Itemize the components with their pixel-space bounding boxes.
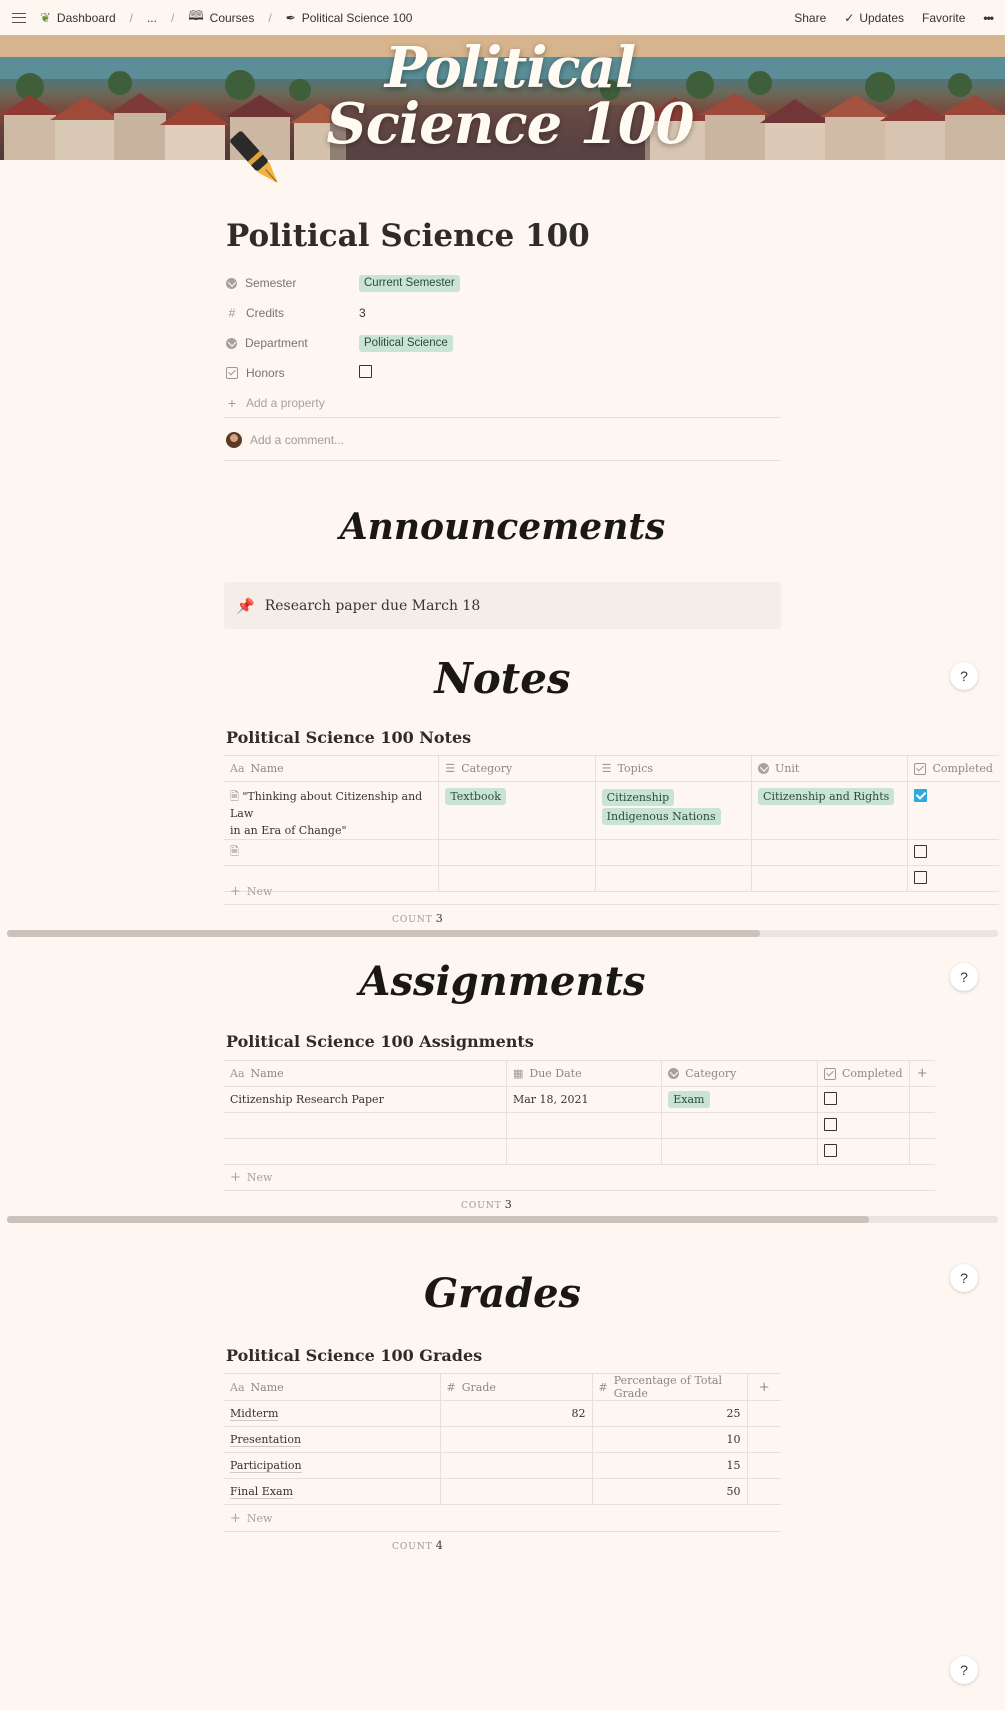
fountain-pen-icon[interactable] — [222, 125, 292, 195]
grades-table — [224, 1373, 781, 1505]
row-count[interactable] — [392, 912, 443, 925]
unit-tag: Citizenship and Rights — [758, 788, 894, 805]
cell-unit[interactable] — [752, 866, 908, 892]
row-title-continued: in an Era of Change" — [230, 824, 347, 837]
page-icon: 🗎 — [230, 845, 239, 858]
number-property-icon: # — [598, 1380, 608, 1394]
cell-empty — [909, 1113, 935, 1139]
table-row[interactable] — [224, 1401, 781, 1427]
table-row[interactable] — [224, 1087, 935, 1113]
topic-tag: Citizenship — [602, 789, 675, 806]
column-header-completed[interactable] — [817, 1061, 909, 1087]
cell-unit[interactable] — [752, 840, 908, 866]
cell-category[interactable] — [439, 866, 595, 892]
department-tag[interactable]: Political Science — [359, 335, 453, 352]
top-bar — [0, 0, 1005, 35]
count-label: COUNT — [392, 915, 433, 925]
table-row[interactable] — [224, 866, 999, 892]
property-department[interactable] — [226, 328, 781, 358]
cell-name[interactable] — [224, 1401, 440, 1427]
table-row[interactable] — [224, 1453, 781, 1479]
cell-completed[interactable] — [817, 1087, 909, 1113]
cell-due-date[interactable]: Mar 18, 2021 — [506, 1087, 661, 1113]
cell-grade[interactable] — [440, 1479, 592, 1505]
add-column-button[interactable] — [909, 1061, 935, 1087]
cell-due-date[interactable] — [506, 1113, 661, 1139]
text-property-icon: Aa — [230, 1380, 245, 1394]
page-icon: 🗎 — [230, 790, 239, 803]
property-credits[interactable] — [226, 298, 781, 328]
plus-icon: + — [916, 1066, 928, 1081]
announcement-callout[interactable] — [224, 582, 781, 629]
cell-unit[interactable] — [752, 782, 908, 840]
row-count[interactable] — [461, 1198, 512, 1211]
help-button[interactable]: ? — [950, 1656, 978, 1684]
number-property-icon: # — [228, 306, 236, 320]
divider — [224, 1531, 781, 1532]
cell-percentage[interactable]: 10 — [592, 1427, 747, 1453]
grades-heading: Grades — [423, 1270, 582, 1317]
column-label: Unit — [775, 762, 800, 775]
column-label: Category — [461, 762, 513, 775]
new-label: New — [246, 1171, 273, 1184]
new-row-button[interactable] — [230, 1170, 272, 1185]
help-button[interactable]: ? — [950, 662, 978, 690]
checkbox-property-icon — [914, 763, 926, 775]
completed-checkbox[interactable] — [914, 845, 927, 858]
add-property-button[interactable] — [226, 388, 781, 418]
cell-completed[interactable] — [908, 782, 999, 840]
table-row[interactable] — [224, 840, 999, 866]
cell-name[interactable] — [224, 1139, 506, 1165]
property-semester[interactable] — [226, 268, 781, 298]
row-count[interactable] — [392, 1539, 443, 1552]
text-property-icon: Aa — [230, 1067, 245, 1080]
cell-name[interactable]: Citizenship Research Paper — [224, 1087, 506, 1113]
completed-checkbox[interactable] — [914, 871, 927, 884]
column-header-name[interactable] — [224, 756, 439, 782]
cell-category[interactable] — [662, 1087, 818, 1113]
add-property-label: Add a property — [246, 396, 325, 410]
notes-database-title[interactable]: Political Science 100 Notes — [226, 728, 472, 747]
add-column-button[interactable] — [747, 1374, 781, 1401]
updates-label: Updates — [859, 10, 905, 25]
share-button[interactable]: Share — [794, 10, 827, 25]
completed-checkbox[interactable] — [824, 1118, 837, 1131]
check-icon: ✓ — [844, 10, 855, 25]
column-label: Due Date — [529, 1067, 582, 1080]
category-tag: Exam — [668, 1091, 709, 1108]
properties-panel — [226, 268, 781, 418]
column-header-category[interactable] — [662, 1061, 818, 1087]
category-tag: Textbook — [445, 788, 506, 805]
property-honors[interactable] — [226, 358, 781, 388]
text-property-icon: Aa — [230, 762, 245, 775]
help-button[interactable]: ? — [950, 1264, 978, 1292]
cell-empty — [747, 1453, 781, 1479]
column-label: Completed — [841, 1067, 903, 1080]
completed-checkbox[interactable] — [914, 789, 927, 802]
table-row[interactable] — [224, 1479, 781, 1505]
cell-grade[interactable] — [440, 1453, 592, 1479]
column-label: Category — [685, 1067, 737, 1080]
cell-category[interactable] — [439, 782, 595, 840]
cell-percentage[interactable]: 25 — [592, 1401, 747, 1427]
divider — [224, 904, 999, 905]
breadcrumb — [40, 7, 412, 29]
multi-select-icon: ☰ — [445, 762, 456, 775]
breadcrumb-separator: / — [268, 10, 272, 25]
honors-checkbox[interactable] — [359, 365, 372, 378]
comment-placeholder: Add a comment... — [250, 433, 345, 447]
cell-name[interactable] — [224, 1427, 440, 1453]
column-header-category[interactable] — [439, 756, 595, 782]
row-title: Participation — [230, 1459, 302, 1472]
row-title: Presentation — [230, 1433, 302, 1446]
count-label: COUNT — [461, 1201, 502, 1211]
plus-icon: + — [227, 395, 237, 411]
cell-completed[interactable] — [817, 1113, 909, 1139]
cell-empty — [747, 1427, 781, 1453]
assignments-heading: Assignments — [359, 958, 646, 1005]
page-title[interactable]: Political Science 100 — [226, 218, 590, 254]
book-icon: 🕮 — [188, 7, 204, 23]
breadcrumb-dashboard[interactable]: Dashboard — [56, 10, 116, 25]
column-header-due-date[interactable] — [506, 1061, 661, 1087]
calendar-icon: ▦ — [512, 1067, 524, 1080]
breadcrumb-separator: / — [129, 10, 133, 25]
cell-percentage[interactable]: 15 — [592, 1453, 747, 1479]
property-name: Department — [245, 336, 308, 350]
column-label: Name — [250, 1380, 284, 1394]
divider — [224, 417, 781, 418]
breadcrumb-separator: / — [170, 10, 175, 25]
cell-category[interactable] — [662, 1113, 818, 1139]
column-header-topics[interactable] — [595, 756, 751, 782]
help-button[interactable]: ? — [950, 963, 978, 991]
cell-name[interactable] — [224, 1479, 440, 1505]
completed-checkbox[interactable] — [824, 1092, 837, 1105]
cell-due-date[interactable] — [506, 1139, 661, 1165]
column-label: Topics — [617, 762, 654, 775]
cell-completed[interactable] — [908, 840, 999, 866]
plus-icon: + — [230, 884, 241, 899]
completed-checkbox[interactable] — [824, 1144, 837, 1157]
favorite-button[interactable]: Favorite — [922, 10, 966, 25]
breadcrumb-ellipsis[interactable]: ... — [146, 10, 157, 25]
plus-icon: + — [758, 1379, 770, 1395]
updates-button[interactable] — [844, 11, 904, 25]
divider — [224, 460, 781, 461]
table-row[interactable] — [224, 1139, 935, 1165]
scrollbar-thumb[interactable] — [7, 1216, 869, 1223]
column-label: Percentage of Total Grade — [613, 1374, 722, 1400]
cell-name[interactable] — [224, 1113, 506, 1139]
property-name: Honors — [246, 366, 285, 380]
comment-input[interactable] — [226, 432, 344, 448]
notes-heading: Notes — [434, 654, 571, 703]
topic-tag: Indigenous Nations — [602, 808, 721, 825]
cell-completed[interactable] — [908, 866, 999, 892]
plus-icon: + — [230, 1511, 241, 1526]
checkbox-property-icon — [226, 367, 238, 379]
cover-title-text — [320, 35, 700, 157]
new-label: New — [246, 885, 273, 898]
checkbox-property-icon — [824, 1068, 836, 1080]
count-label: COUNT — [392, 1542, 433, 1552]
multi-select-icon: ☰ — [601, 762, 612, 775]
column-header-name[interactable] — [224, 1374, 440, 1401]
column-label: Grade — [461, 1380, 496, 1394]
count-value: 3 — [435, 912, 443, 925]
divider — [224, 1190, 935, 1191]
property-name: Credits — [246, 306, 285, 320]
announcement-text: Research paper due March 18 — [264, 597, 481, 614]
pen-icon: ✒ — [285, 10, 296, 25]
cell-topics[interactable] — [595, 840, 751, 866]
cell-category[interactable] — [662, 1139, 818, 1165]
credits-value[interactable]: 3 — [359, 306, 366, 320]
menu-icon[interactable] — [12, 13, 26, 23]
breadcrumb-courses[interactable]: Courses — [209, 10, 255, 25]
column-header-grade[interactable] — [440, 1374, 592, 1401]
cell-empty — [747, 1401, 781, 1427]
cover-image — [0, 35, 1005, 160]
assignments-table — [224, 1060, 935, 1165]
column-header-name[interactable] — [224, 1061, 506, 1087]
assignments-database-title[interactable]: Political Science 100 Assignments — [226, 1032, 534, 1051]
column-header-unit[interactable] — [752, 756, 908, 782]
select-property-icon — [226, 338, 237, 349]
notes-table — [224, 755, 999, 892]
table-row[interactable] — [224, 1427, 781, 1453]
cell-grade[interactable]: 82 — [440, 1401, 592, 1427]
column-header-completed[interactable] — [908, 756, 999, 782]
cell-topics[interactable] — [595, 866, 751, 892]
cell-name[interactable] — [224, 840, 439, 866]
breadcrumb-current-page[interactable]: Political Science 100 — [301, 10, 413, 25]
row-title: "Thinking about Citizenship and Law — [230, 790, 423, 820]
horizontal-scrollbar[interactable] — [7, 1216, 998, 1223]
count-value: 4 — [435, 1539, 443, 1552]
new-row-button[interactable] — [230, 1511, 272, 1526]
cell-empty — [909, 1087, 935, 1113]
pushpin-icon: 📌 — [236, 596, 255, 615]
cell-category[interactable] — [439, 840, 595, 866]
select-property-icon — [668, 1068, 679, 1079]
scrollbar-thumb[interactable] — [7, 930, 760, 937]
sprout-icon: ❦ — [40, 9, 51, 25]
column-label: Name — [250, 762, 284, 775]
cover-title-line-1: Political — [384, 35, 636, 101]
cell-grade[interactable] — [440, 1427, 592, 1453]
new-label: New — [246, 1512, 273, 1525]
grades-database-title[interactable]: Political Science 100 Grades — [226, 1346, 483, 1365]
select-property-icon — [226, 278, 237, 289]
number-property-icon: # — [446, 1380, 456, 1394]
row-title: Midterm — [230, 1407, 279, 1420]
cell-topics[interactable] — [595, 782, 751, 840]
avatar — [226, 432, 242, 448]
row-title: Final Exam — [230, 1485, 294, 1498]
semester-tag[interactable]: Current Semester — [359, 275, 460, 292]
column-label: Completed — [932, 762, 993, 775]
new-row-button[interactable] — [230, 884, 272, 899]
more-options-icon[interactable]: ••• — [983, 10, 993, 25]
cell-percentage[interactable]: 50 — [592, 1479, 747, 1505]
table-row[interactable] — [224, 1113, 935, 1139]
cell-empty — [909, 1139, 935, 1165]
property-name: Semester — [245, 276, 297, 290]
cell-empty — [747, 1479, 781, 1505]
cover-title-line-2: Science 100 — [326, 91, 694, 157]
select-property-icon — [758, 763, 769, 774]
plus-icon: + — [230, 1170, 241, 1185]
column-header-percentage[interactable] — [592, 1374, 747, 1401]
table-row[interactable] — [224, 782, 999, 840]
horizontal-scrollbar[interactable] — [7, 930, 998, 937]
cell-name[interactable] — [224, 782, 439, 840]
cell-name[interactable] — [224, 1453, 440, 1479]
cell-completed[interactable] — [817, 1139, 909, 1165]
column-label: Name — [250, 1067, 284, 1080]
count-value: 3 — [504, 1198, 512, 1211]
announcements-heading: Announcements — [339, 506, 666, 548]
